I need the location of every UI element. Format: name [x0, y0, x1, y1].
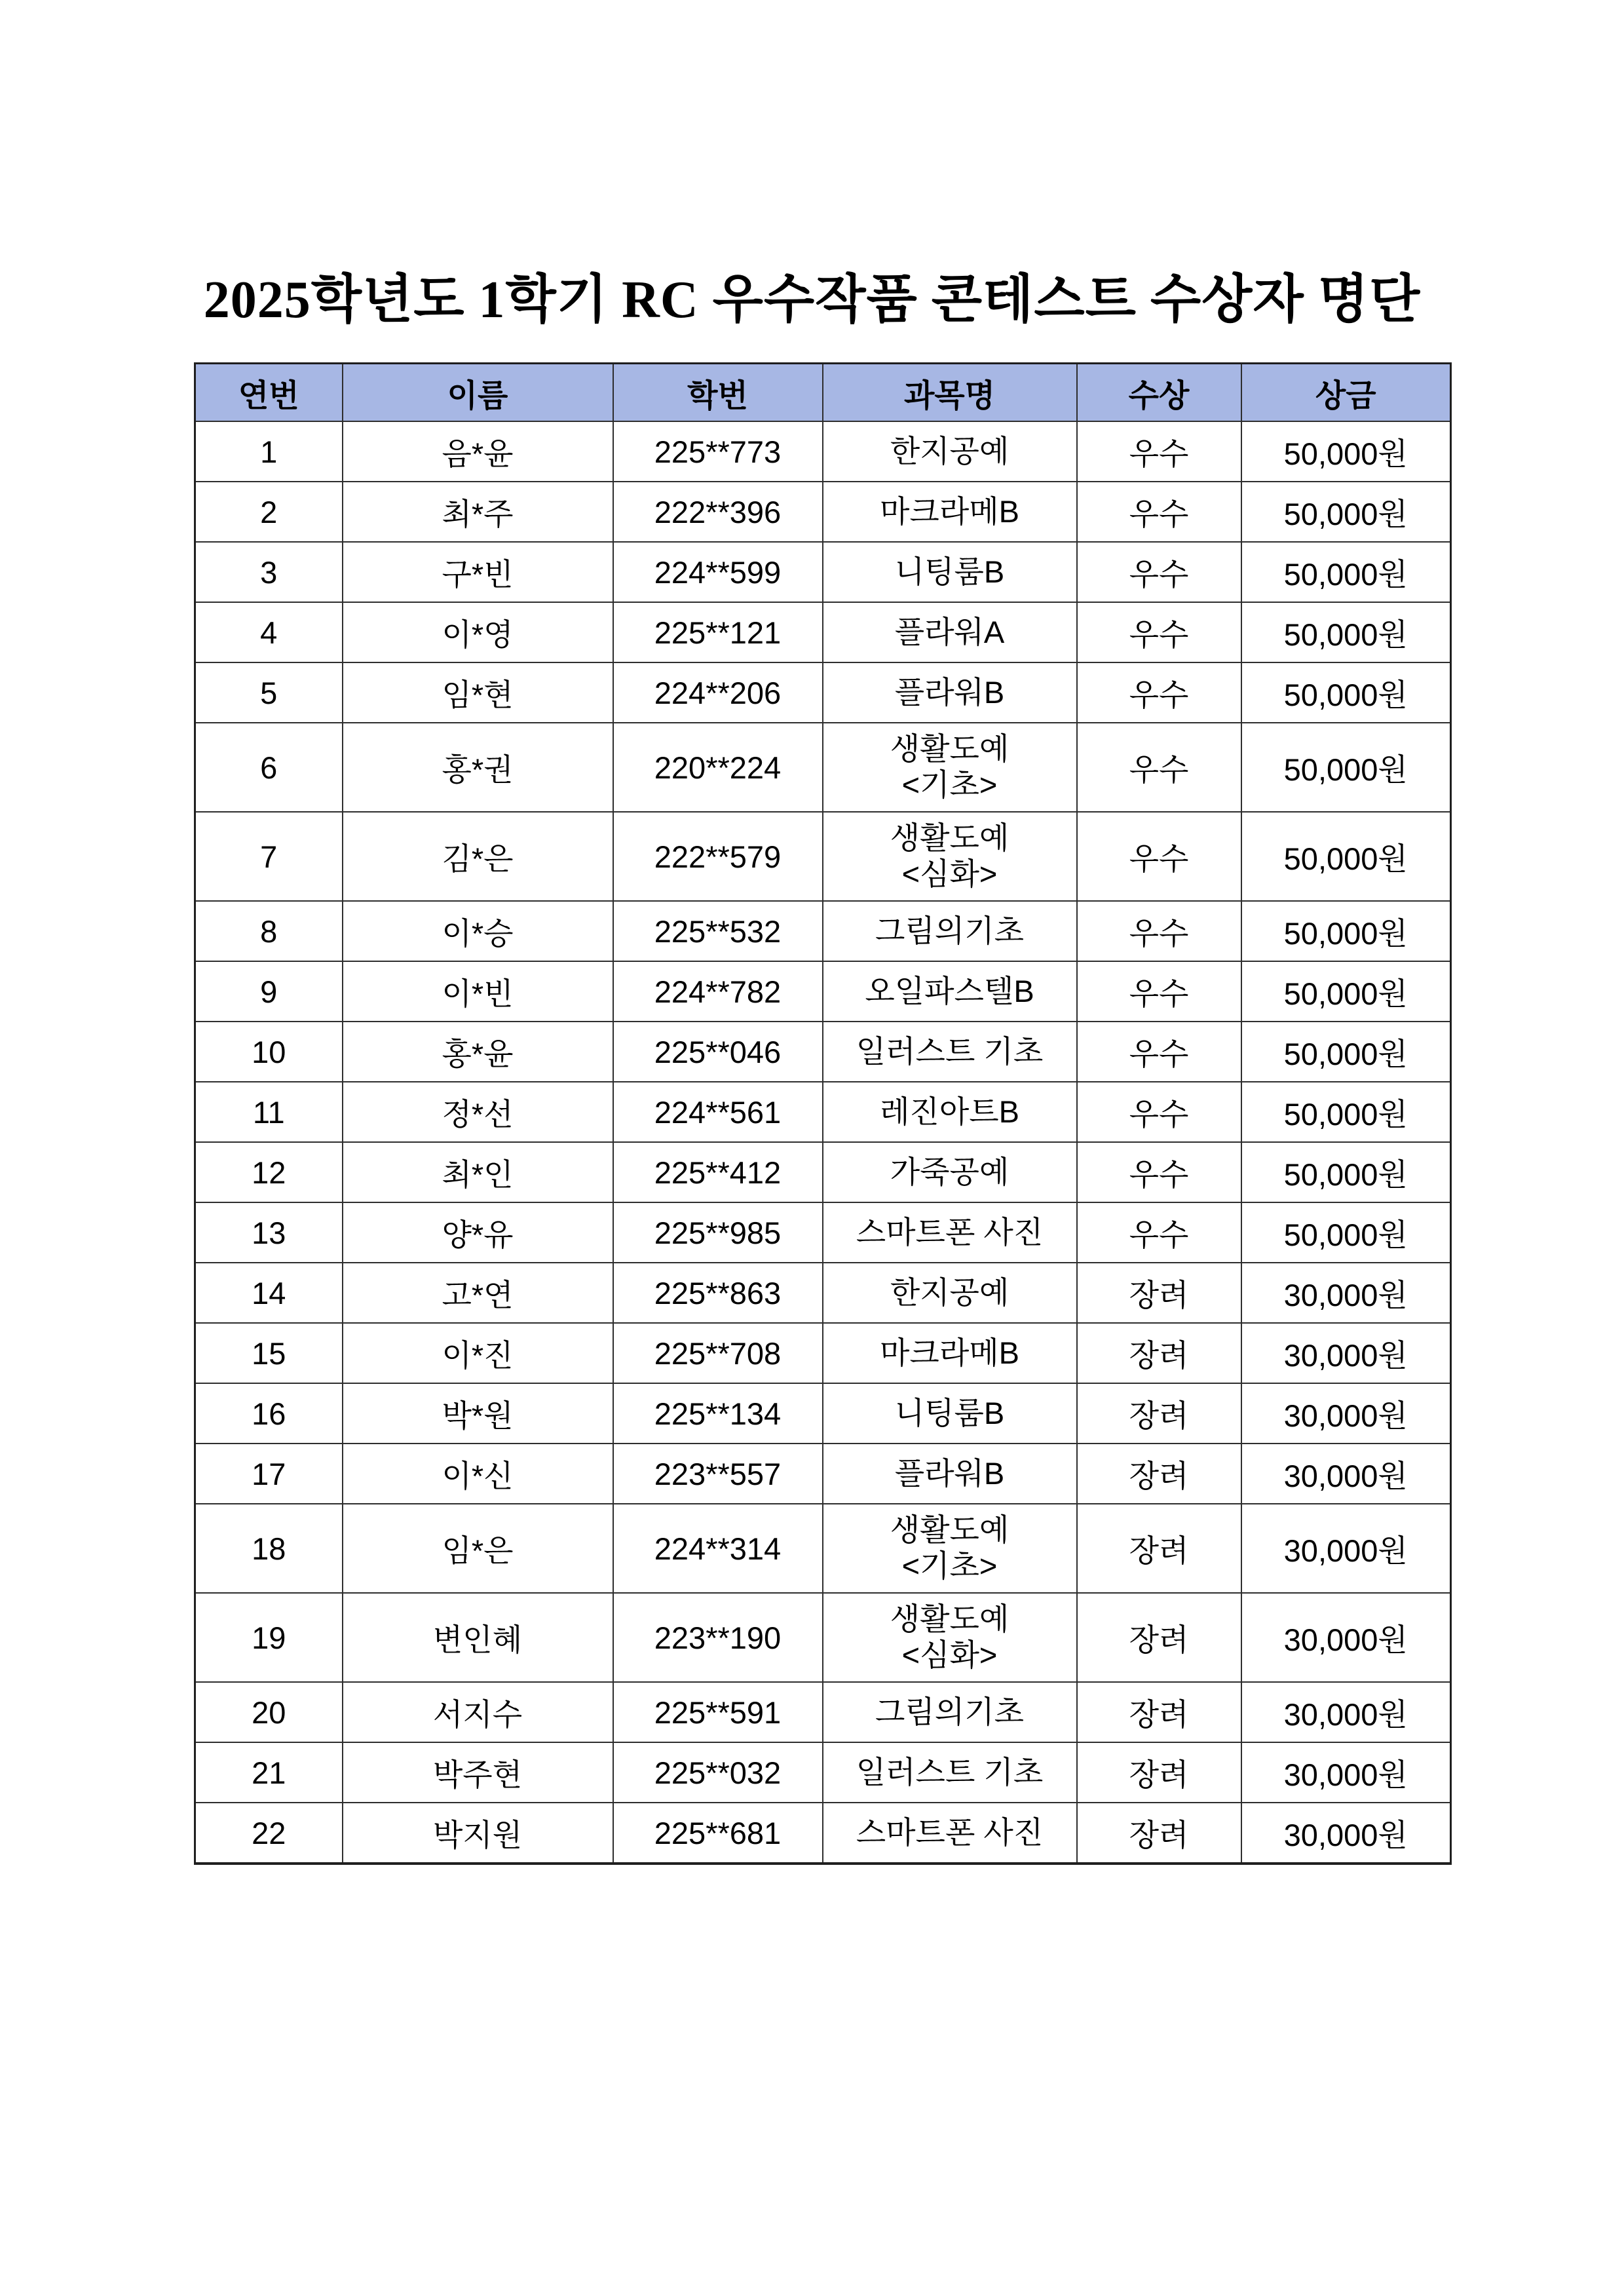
cell-subject: [823, 1742, 1077, 1803]
cell-student-id: 224**599: [613, 542, 823, 602]
table-row: [195, 1202, 1451, 1263]
cell-prize: 50,000원: [1241, 542, 1451, 602]
cell-award: 장려: [1077, 1444, 1241, 1504]
cell-award: 장려: [1077, 1263, 1241, 1323]
cell-no: 1: [195, 421, 343, 482]
cell-prize: 50,000원: [1241, 961, 1451, 1022]
cell-name: 홍*권: [343, 723, 613, 812]
cell-name: 이*승: [343, 901, 613, 961]
cell-subject: [823, 1263, 1077, 1323]
cell-award: 장려: [1077, 1323, 1241, 1383]
cell-student-id: 225**046: [613, 1022, 823, 1082]
header-subject: 과목명: [823, 364, 1077, 422]
table-row: [195, 812, 1451, 901]
table-row: [195, 1142, 1451, 1202]
table-header: [195, 364, 1451, 422]
cell-student-id: 225**985: [613, 1202, 823, 1263]
cell-name: 음*윤: [343, 421, 613, 482]
cell-name: 김*은: [343, 812, 613, 901]
cell-no: 6: [195, 723, 343, 812]
cell-no: 16: [195, 1383, 343, 1444]
cell-name: 박*원: [343, 1383, 613, 1444]
cell-student-id: 223**190: [613, 1593, 823, 1682]
table-row: [195, 1022, 1451, 1082]
cell-name: 양*유: [343, 1202, 613, 1263]
cell-no: 21: [195, 1742, 343, 1803]
cell-subject: [823, 1593, 1077, 1682]
cell-name: 구*빈: [343, 542, 613, 602]
cell-subject: [823, 482, 1077, 542]
cell-student-id: 223**557: [613, 1444, 823, 1504]
cell-subject: [823, 1682, 1077, 1742]
cell-name: 홍*윤: [343, 1022, 613, 1082]
cell-student-id: 225**412: [613, 1142, 823, 1202]
subject-line: 플라워B: [894, 674, 1005, 710]
cell-award: 우수: [1077, 723, 1241, 812]
subject-line: 레진아트B: [880, 1094, 1019, 1129]
cell-no: 15: [195, 1323, 343, 1383]
cell-student-id: 225**121: [613, 602, 823, 662]
cell-name: 고*연: [343, 1263, 613, 1323]
cell-no: 8: [195, 901, 343, 961]
subject-line: <심화>: [901, 856, 998, 891]
table-row: [195, 1082, 1451, 1142]
subject-line: 생활도예: [890, 731, 1010, 767]
cell-prize: 30,000원: [1241, 1504, 1451, 1593]
cell-award: 우수: [1077, 1202, 1241, 1263]
subject-line: 마크라메B: [880, 1335, 1019, 1370]
cell-prize: 50,000원: [1241, 1202, 1451, 1263]
header-name: 이름: [343, 364, 613, 422]
cell-subject: [823, 1323, 1077, 1383]
cell-student-id: 225**863: [613, 1263, 823, 1323]
cell-name: 임*은: [343, 1504, 613, 1593]
table-body: [195, 421, 1451, 1864]
cell-student-id: 225**134: [613, 1383, 823, 1444]
cell-subject: [823, 1022, 1077, 1082]
subject-line: 오일파스텔B: [865, 973, 1034, 1008]
cell-prize: 30,000원: [1241, 1682, 1451, 1742]
subject-line: 한지공예: [890, 1274, 1010, 1310]
table-row: [195, 542, 1451, 602]
cell-award: 우수: [1077, 421, 1241, 482]
cell-prize: 30,000원: [1241, 1593, 1451, 1682]
table-row: [195, 1682, 1451, 1742]
cell-subject: [823, 1803, 1077, 1864]
subject-line: 생활도예: [890, 1601, 1010, 1637]
cell-student-id: 222**579: [613, 812, 823, 901]
subject-line: 니팅룸B: [894, 554, 1005, 589]
cell-award: 우수: [1077, 1022, 1241, 1082]
cell-subject: [823, 1444, 1077, 1504]
cell-name: 정*선: [343, 1082, 613, 1142]
cell-award: 우수: [1077, 1142, 1241, 1202]
cell-no: 3: [195, 542, 343, 602]
cell-award: 우수: [1077, 812, 1241, 901]
cell-name: 박지원: [343, 1803, 613, 1864]
cell-student-id: 220**224: [613, 723, 823, 812]
table-row: [195, 421, 1451, 482]
cell-subject: [823, 723, 1077, 812]
cell-name: 최*주: [343, 482, 613, 542]
cell-student-id: 225**532: [613, 901, 823, 961]
cell-prize: 30,000원: [1241, 1803, 1451, 1864]
table-row: [195, 1323, 1451, 1383]
cell-student-id: 225**591: [613, 1682, 823, 1742]
cell-award: 우수: [1077, 602, 1241, 662]
cell-no: 18: [195, 1504, 343, 1593]
subject-line: 플라워A: [894, 614, 1005, 649]
header-award: 수상: [1077, 364, 1241, 422]
cell-prize: 50,000원: [1241, 482, 1451, 542]
cell-award: 장려: [1077, 1383, 1241, 1444]
cell-name: 박주현: [343, 1742, 613, 1803]
cell-no: 7: [195, 812, 343, 901]
cell-prize: 50,000원: [1241, 723, 1451, 812]
cell-award: 장려: [1077, 1742, 1241, 1803]
cell-no: 10: [195, 1022, 343, 1082]
cell-name: 임*현: [343, 662, 613, 723]
table-row: [195, 1444, 1451, 1504]
cell-name: 최*인: [343, 1142, 613, 1202]
cell-award: 장려: [1077, 1803, 1241, 1864]
subject-line: 스마트폰 사진: [856, 1214, 1044, 1250]
cell-student-id: 222**396: [613, 482, 823, 542]
cell-subject: [823, 961, 1077, 1022]
cell-name: 변인혜: [343, 1593, 613, 1682]
table-row: [195, 961, 1451, 1022]
cell-prize: 30,000원: [1241, 1444, 1451, 1504]
cell-subject: [823, 1383, 1077, 1444]
cell-student-id: 225**708: [613, 1323, 823, 1383]
subject-line: 그림의기초: [875, 913, 1024, 948]
subject-line: 스마트폰 사진: [856, 1814, 1044, 1850]
subject-line: 가죽공예: [890, 1154, 1010, 1189]
cell-no: 22: [195, 1803, 343, 1864]
cell-award: 장려: [1077, 1504, 1241, 1593]
cell-no: 17: [195, 1444, 343, 1504]
table-row: [195, 723, 1451, 812]
table-row: [195, 901, 1451, 961]
table-row: [195, 1383, 1451, 1444]
cell-subject: [823, 1504, 1077, 1593]
cell-name: 이*빈: [343, 961, 613, 1022]
cell-name: 이*영: [343, 602, 613, 662]
header-prize: 상금: [1241, 364, 1451, 422]
cell-no: 12: [195, 1142, 343, 1202]
subject-line: <기초>: [901, 767, 998, 802]
cell-student-id: 224**561: [613, 1082, 823, 1142]
cell-no: 9: [195, 961, 343, 1022]
cell-no: 11: [195, 1082, 343, 1142]
table-row: [195, 482, 1451, 542]
cell-no: 13: [195, 1202, 343, 1263]
table-row: [195, 1593, 1451, 1682]
subject-line: <기초>: [901, 1548, 998, 1583]
cell-no: 2: [195, 482, 343, 542]
cell-no: 20: [195, 1682, 343, 1742]
subject-line: 플라워B: [894, 1455, 1005, 1491]
cell-award: 우수: [1077, 542, 1241, 602]
cell-prize: 30,000원: [1241, 1742, 1451, 1803]
subject-line: 생활도예: [890, 820, 1010, 856]
cell-prize: 50,000원: [1241, 602, 1451, 662]
subject-line: 마크라메B: [880, 493, 1019, 529]
table-row: [195, 1504, 1451, 1593]
cell-student-id: 224**782: [613, 961, 823, 1022]
subject-line: 일러스트 기초: [856, 1033, 1044, 1069]
table-row: [195, 1263, 1451, 1323]
cell-prize: 30,000원: [1241, 1383, 1451, 1444]
cell-name: 서지수: [343, 1682, 613, 1742]
table-row: [195, 1803, 1451, 1864]
cell-prize: 50,000원: [1241, 812, 1451, 901]
cell-subject: [823, 1202, 1077, 1263]
cell-subject: [823, 602, 1077, 662]
cell-prize: 30,000원: [1241, 1323, 1451, 1383]
cell-student-id: 225**032: [613, 1742, 823, 1803]
cell-award: 우수: [1077, 1082, 1241, 1142]
cell-prize: 50,000원: [1241, 662, 1451, 723]
cell-subject: [823, 812, 1077, 901]
header-no: 연번: [195, 364, 343, 422]
subject-line: 니팅룸B: [894, 1395, 1005, 1430]
cell-prize: 50,000원: [1241, 901, 1451, 961]
cell-no: 5: [195, 662, 343, 723]
cell-prize: 50,000원: [1241, 1142, 1451, 1202]
cell-student-id: 225**773: [613, 421, 823, 482]
cell-award: 우수: [1077, 662, 1241, 723]
cell-name: 이*신: [343, 1444, 613, 1504]
cell-award: 우수: [1077, 961, 1241, 1022]
header-student-id: 학번: [613, 364, 823, 422]
cell-prize: 50,000원: [1241, 421, 1451, 482]
cell-prize: 30,000원: [1241, 1263, 1451, 1323]
table-row: [195, 662, 1451, 723]
cell-award: 우수: [1077, 482, 1241, 542]
table-row: [195, 602, 1451, 662]
page-title: 2025학년도 1학기 RC 우수작품 콘테스트 수상자 명단: [203, 271, 1421, 329]
cell-award: 장려: [1077, 1593, 1241, 1682]
cell-no: 19: [195, 1593, 343, 1682]
cell-no: 4: [195, 602, 343, 662]
cell-award: 우수: [1077, 901, 1241, 961]
winners-table: [194, 362, 1452, 1865]
cell-prize: 50,000원: [1241, 1082, 1451, 1142]
cell-subject: [823, 1082, 1077, 1142]
cell-subject: [823, 542, 1077, 602]
subject-line: 일러스트 기초: [856, 1754, 1044, 1789]
cell-student-id: 225**681: [613, 1803, 823, 1864]
cell-subject: [823, 901, 1077, 961]
cell-award: 장려: [1077, 1682, 1241, 1742]
subject-line: 생활도예: [890, 1512, 1010, 1548]
subject-line: 한지공예: [890, 433, 1010, 469]
cell-no: 14: [195, 1263, 343, 1323]
table-row: [195, 1742, 1451, 1803]
cell-subject: [823, 662, 1077, 723]
subject-line: <심화>: [901, 1637, 998, 1672]
subject-line: 그림의기초: [875, 1694, 1024, 1729]
cell-name: 이*진: [343, 1323, 613, 1383]
cell-prize: 50,000원: [1241, 1022, 1451, 1082]
cell-student-id: 224**206: [613, 662, 823, 723]
cell-subject: [823, 1142, 1077, 1202]
cell-subject: [823, 421, 1077, 482]
cell-student-id: 224**314: [613, 1504, 823, 1593]
